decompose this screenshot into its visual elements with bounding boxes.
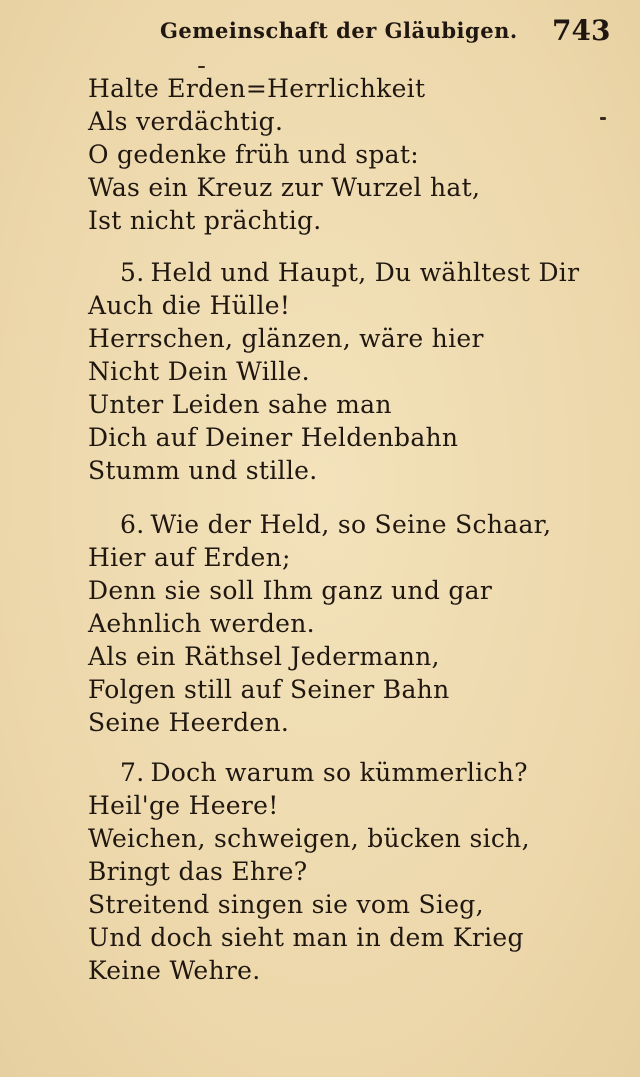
verse-line-text: Doch warum so kümmerlich? [150, 758, 528, 787]
verse-line [88, 756, 608, 789]
verse-line: Und doch sieht man in dem Krieg [88, 923, 524, 952]
verse-line: Was ein Kreuz zur Wurzel hat, [88, 173, 481, 202]
verse-line: Stumm und stille. [88, 456, 318, 485]
verse-line: Halte Erden=Herrlichkeit [88, 74, 426, 103]
verse-line: Folgen still auf Seiner Bahn [88, 675, 450, 704]
verse-line: Weichen, schweigen, bücken sich, [88, 824, 530, 853]
verse-line: Als ein Räthsel Jedermann, [88, 642, 440, 671]
verse-line: Seine Heerden. [88, 708, 290, 737]
verse-line: Als verdächtig. [88, 107, 284, 136]
verse-line: O gedenke früh und spat: [88, 140, 419, 169]
verse-line: Bringt das Ehre? [88, 857, 308, 886]
stanza-number: 6. [120, 510, 145, 539]
stanza-6 [88, 508, 608, 739]
verse-line: Ist nicht prächtig. [88, 206, 322, 235]
verse-line: Streitend singen sie vom Sieg, [88, 890, 484, 919]
stanza-number: 5. [120, 258, 145, 287]
running-title: Gemeinschaft der Gläubigen. [160, 18, 518, 43]
verse-line: Unter Leiden sahe man [88, 390, 392, 419]
stanza-number: 7. [120, 758, 145, 787]
verse-line: Auch die Hülle! [88, 291, 291, 320]
verse-line: Heil'ge Heere! [88, 791, 279, 820]
verse-line-text: Held und Haupt, Du wähltest Dir [150, 258, 580, 287]
verse-line-text: Wie der Held, so Seine Schaar, [150, 510, 552, 539]
stanza-5 [88, 256, 608, 487]
stanza-7 [88, 756, 608, 987]
ink-speck [198, 66, 205, 68]
verse-line: Nicht Dein Wille. [88, 357, 310, 386]
verse-line: Keine Wehre. [88, 956, 261, 985]
verse-line: Dich auf Deiner Heldenbahn [88, 423, 459, 452]
verse-line: Herrschen, glänzen, wäre hier [88, 324, 484, 353]
verse-line: Denn sie soll Ihm ganz und gar [88, 576, 493, 605]
page-number: 743 [552, 14, 611, 47]
verse-line: Aehnlich werden. [88, 609, 315, 638]
verse-line [88, 508, 608, 541]
verse-line [88, 256, 608, 289]
stanza-continuation [88, 72, 608, 237]
verse-line: Hier auf Erden; [88, 543, 291, 572]
